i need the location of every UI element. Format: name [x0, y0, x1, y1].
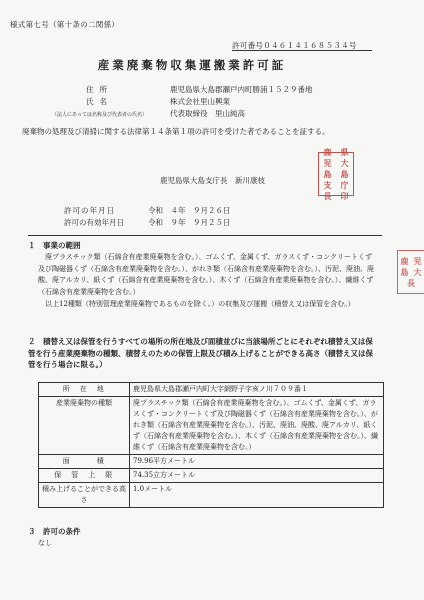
seal-char: 島 — [323, 168, 332, 179]
section-3-heading: ３ 許可の条件 — [28, 527, 81, 536]
seal-char: 長 — [323, 190, 332, 201]
section-1-heading: １ 事業の範囲 — [28, 241, 81, 250]
table-row — [39, 455, 384, 469]
representative-note: （法人にあっては名称及び代表者の氏名） — [52, 112, 147, 118]
name-label: 氏名 — [86, 97, 113, 106]
seal-char: 大 — [413, 266, 422, 277]
valid-date-value: 令和 ９年 ９月２５日 — [148, 218, 231, 227]
table-row — [39, 383, 384, 397]
area-value: 79.96平方メートル — [130, 455, 384, 469]
permit-number: 許可番号０４６１４１６８５３４号 — [232, 41, 357, 50]
section-2-heading: ２ 積替え又は保管を行うすべての場所の所在地及び面積並びに当該場所ごとにそれぞれ積替え又は保管を行う産業廃棄物の種類、積替えのための保管上限及び積み上げることができる高さ（積替え又は保管を行う場合に限る。） — [28, 337, 373, 369]
seal-char: 庁 — [340, 179, 349, 190]
address-label: 住所 — [86, 85, 113, 94]
seal-char: 島 — [400, 266, 409, 277]
location-label: 所 在 地 — [39, 383, 130, 397]
official-seal — [318, 146, 354, 201]
permit-date-label: 許可の年月日 — [64, 206, 115, 215]
address-value: 鹿児島県大島郡瀬戸内町勝浦１５２９番地 — [170, 85, 313, 94]
seal-char: 鹿 — [323, 146, 332, 157]
seal-char: 印 — [340, 190, 349, 201]
table-row — [39, 483, 384, 508]
waste-types-label: 産業廃棄物の種類 — [39, 397, 130, 455]
seal-char: 県 — [340, 146, 349, 157]
section-1-text: 廃プラスチック類（石綿含有産業廃棄物を含む。）、ゴムくず、金属くず、ガラスくず・コンクリートくず及び陶磁器くず（石綿含有産業廃棄物を含む。）、がれき類（石綿含有産業廃棄物を含む。）、汚泥、廃油、廃酸、廃アルカリ、紙くず（石綿含有産業廃棄物を含む。）、木くず（石綿含有産業廃棄物を含む。）、繊維くず（石綿含有産業廃棄物を含む。） — [38, 253, 374, 296]
issuer: 鹿児島県大島支庁長 新川康枝 — [160, 176, 265, 185]
waste-types-value: 廃プラスチック類（石綿含有産業廃棄物を含む。）、ゴムくず、金属くず、ガラスくず・コンクリートくず及び陶磁器くず（石綿含有産業廃棄物を含む。）、がれき類（石綿含有産業廃棄物を含む。）、汚泥、廃油、廃酸、廃アルカリ、紙くず（石綿含有産業廃棄物を含む。）、木くず（石綿含有産業廃棄物を含む。）、繊維くず（石綿含有産業廃棄物を含む。） — [130, 397, 384, 455]
storage-table — [38, 382, 384, 508]
storage-limit-value: 74.35立方メートル — [130, 469, 384, 483]
side-seal — [397, 250, 424, 294]
seal-char: 島 — [340, 168, 349, 179]
seal-char: 児 — [413, 255, 422, 266]
stack-height-value: 1.0メートル — [130, 483, 384, 508]
seal-char: 鹿 — [400, 255, 409, 266]
representative-name: 代表取締役 里山純高 — [170, 109, 245, 118]
table-row — [39, 397, 384, 455]
certification-statement: 廃棄物の処理及び清掃に関する法律第１４条第１項の許可を受けた者であることを証する。 — [22, 127, 330, 136]
seal-char: 支 — [323, 179, 332, 190]
area-label: 面 積 — [39, 455, 130, 469]
seal-char: 長 — [407, 277, 415, 288]
divider — [28, 235, 382, 236]
seal-char: 児 — [323, 157, 332, 168]
section-1-text-2: 以上12種類（特別管理産業廃棄物であるものを除く。）の収集及び運搬（積替え又は保管を含む。） — [45, 300, 355, 308]
company-name: 株式会社里山興業 — [170, 97, 230, 106]
permit-date-value: 令和 ４年 ９月２６日 — [148, 206, 231, 215]
valid-date-label: 許可の有効年月日 — [64, 218, 124, 227]
permit-number-underline — [232, 50, 372, 51]
location-value: 鹿児島県大島郡瀬戸内町大字網野子字亥ノ川７０９番１ — [130, 383, 384, 397]
table-row — [39, 469, 384, 483]
document-title: 産業廃棄物収集運搬業許可証 — [97, 58, 287, 72]
storage-limit-label: 保 管 上 限 — [39, 469, 130, 483]
seal-char: 大 — [340, 157, 349, 168]
section-3-text: なし — [38, 539, 52, 547]
form-number: 様式第七号（第十条の二関係） — [10, 20, 120, 29]
stack-height-label: 積み上げることができる高さ — [39, 483, 130, 508]
